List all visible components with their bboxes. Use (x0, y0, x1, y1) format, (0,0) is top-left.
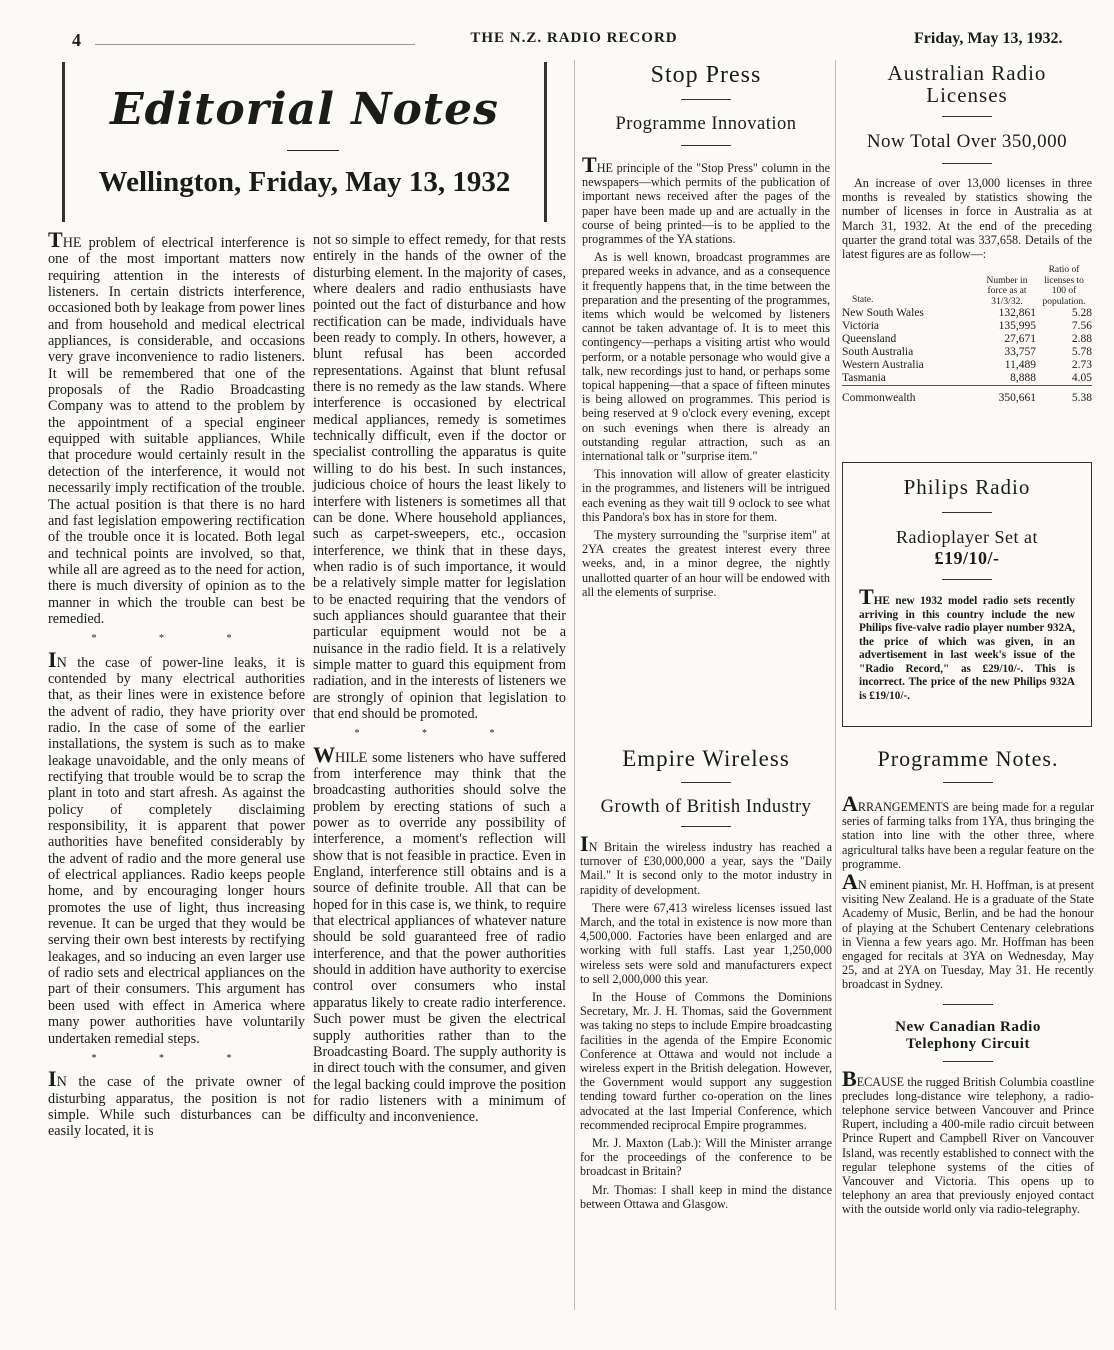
editorial-paragraph: IN the case of the private owner of disturbing apparatus, the position is not simple. While such disturbances can be easily located, it is (48, 1066, 305, 1140)
empire-wireless-title: Empire Wireless (622, 746, 790, 771)
number-cell: 8,888 (1010, 372, 1036, 385)
ratio-cell: 7.56 (1071, 320, 1092, 333)
empire-wireless-body (580, 831, 832, 1211)
subtitle-rule (942, 163, 992, 164)
total-ratio: 5.38 (1071, 392, 1092, 405)
ratio-cell: 2.73 (1071, 359, 1092, 372)
australian-title-line-2: Licenses (926, 83, 1008, 107)
programme-notes-section (842, 746, 1094, 1221)
australian-paragraph: An increase of over 13,000 licenses in three months is revealed by statistics showing the number of licenses in force in Australia as at March 31, 1932. At the end of the preceding quarter the grand total was 337,658. Details of the latest figures are as follow—: (842, 176, 1092, 262)
state-cell: South Australia (842, 346, 914, 359)
state-cell: Queensland (842, 333, 897, 346)
state-cell: New South Wales (842, 307, 924, 320)
editorial-paragraph: IN the case of power-line leaks, it is contended by many electrical authorities that, as their lines were in existence before the advent of radio, they have priority over radio. In the case of some of the earlier installations, the system is such as to make leakage unavoidable, and the only means of rectifying that trouble would be to scrap the plant in toto and start afresh. As against the policy of completely disclaiming responsibility, it is apparent that power authorities have benefited considerably by the advent of radio and the more general use of electrical appliances. Radio keeps people home, and by encouraging longer hours promotes the use of light, thus increasing revenue. It can be urged that they would be serving their own best interests by rectifying leakages, and so inducing an even larger use of radio sets and electrical appliances on the part of their consumers. This argument has been used with effect in America where many power authorities have voluntarily undertaken remedial steps. (48, 646, 305, 1047)
empire-wireless-section (580, 746, 832, 1215)
empire-wireless-paragraph: In the House of Commons the Dominions Secretary, Mr. J. H. Thomas, said the Government was taking no steps to include Empire broadcasting facilities in the agenda of the Empire Economic Conference at Ottawa and would not include a wireless expert in the British delegation. However, the Government would support any suggestion tending toward further co-operation on the lines advocated at the last Imperial Conference, which recommended reciprocal Empire programmes. (580, 990, 832, 1132)
col-ratio-header: Ratio of licenses to 100 of population. (1042, 265, 1086, 307)
editorial-dateline: Wellington, Friday, May 13, 1932 (98, 166, 511, 198)
canadian-title-line-2: Telephony Circuit (906, 1035, 1030, 1052)
stop-press-section (582, 62, 830, 603)
title-rule (943, 782, 993, 783)
ratio-cell: 5.28 (1071, 307, 1092, 320)
col-state-header: State. (852, 295, 874, 306)
table-row (842, 359, 1092, 372)
programme-notes-body (842, 791, 1094, 992)
empire-wireless-paragraph: IN Britain the wireless industry has reached a turnover of £30,000,000 a year, says the "Daily Mail." It is second only to the motor industry in rapidity of development. (580, 831, 832, 897)
stop-press-paragraph: THE principle of the "Stop Press" column in the newspapers—which permits of the publication of important news received after the pages of the paper have been made up and are actually in the course of being printed—is to be applied to the programmes of the YA stations. (582, 152, 830, 247)
editorial-title: Editorial Notes (110, 84, 499, 135)
issue-date: Friday, May 13, 1932. (914, 30, 1063, 47)
number-cell: 132,861 (998, 307, 1036, 320)
title-rule (681, 99, 731, 100)
publication-title: THE N.Z. RADIO RECORD (470, 30, 678, 46)
table-row (842, 333, 1092, 346)
canadian-title-line-1: New Canadian Radio (895, 1018, 1041, 1035)
title-rule (942, 512, 992, 513)
australian-licenses-section (842, 62, 1092, 405)
section-rule (943, 1004, 993, 1005)
subtitle-rule (681, 145, 731, 146)
state-cell: Tasmania (842, 372, 886, 385)
editorial-paragraph: WHILE some listeners who have suffered from interference may think that the broadcasting authorities should solve the problem by erecting stations of such a power as to override any possibility of interference, a moment's reflection will show that is not feasible in practice. Even in England, interference still obtains and is a source of definite trouble. All that can be hoped for in this case is, we think, to require that electrical appliances of whatever nature should be sold guaranteed free of radio interference, and that the power authorities should in addition have authority to exercise control over consumers who instal apparatus likely to create radio interference. Such power must be given the electrical supply authorities rather than to the Broadcasting Board. The supply authority is in direct touch with the consumer, and given the legal backing could improve the position for radio listeners with a minimum of difficulty and inconvenience. (313, 741, 566, 1126)
canadian-paragraph: BECAUSE the rugged British Columbia coastline precludes long-distance wire telephony, a radio-telephone service between Vancouver and Prince Rupert, including a 400-mile radio circuit between Prince Rupert and Campbell River on Vancouver Island, was recently established to connect with the regular telephone systems of the cities of Vancouver and Victoria. This opens up to telephony an area that previously enjoyed contact with the outside world only via radio-telegraphy. (842, 1065, 1094, 1217)
licenses-table (842, 265, 1092, 405)
canadian-body (842, 1065, 1094, 1217)
stop-press-title: Stop Press (650, 62, 762, 88)
programme-notes-paragraph: ARRANGEMENTS are being made for a regular series of farming talks from 1YA, thus bringing the station into line with the other three, where agricultural talks have been a regular feature on the programme. (842, 791, 1094, 871)
state-cell: Victoria (842, 320, 879, 333)
subtitle-rule (943, 1061, 993, 1062)
australian-title-line-1: Australian Radio (887, 61, 1047, 85)
programme-notes-title: Programme Notes. (877, 746, 1059, 771)
editorial-column-1 (48, 227, 305, 1144)
philips-notice-box (842, 462, 1092, 727)
philips-body (859, 584, 1075, 703)
table-row (842, 372, 1092, 386)
ratio-cell: 4.05 (1071, 372, 1092, 385)
header-rule-left (95, 44, 415, 45)
empire-wireless-paragraph: Mr. J. Maxton (Lab.): Will the Minister arrange for the proceedings of the conference to be broadcast in Britain? (580, 1136, 832, 1179)
table-row (842, 346, 1092, 359)
stop-press-paragraph: This innovation will allow of greater elasticity in the programmes, and listeners will be intrigued each evening as they wait till 9 oclock to see what this Pandora's box has in store for them. (582, 467, 830, 524)
title-rule (681, 782, 731, 783)
title-rule (942, 116, 992, 117)
number-cell: 33,757 (1004, 346, 1036, 359)
australian-body (842, 176, 1092, 261)
philips-price: £19/10/- (934, 548, 1000, 568)
col-number-header: Number in force as at 31/3/32. (986, 275, 1028, 307)
ratio-cell: 2.88 (1071, 333, 1092, 346)
masthead-rule (287, 150, 339, 151)
stop-press-paragraph: As is well known, broadcast programmes are prepared weeks in advance, and as a consequence it frequently happens that, in the time between the preparation and the presenting of the programmes, items which would be welcomed by listeners cannot be taken advantage of. It is to meet this contingency—perhaps a visiting artist who would perform, or a notable personage who would give a talk, new recordings just to hand, or perhaps some topical happening—that a space of fifteen minutes is being allowed on programmes. This period is being reserved at 9 o'clock every evening, except on such evenings when there is already an outstanding regular attraction, such as an international talk or "surprise item." (582, 250, 830, 464)
state-cell: Western Australia (842, 359, 924, 372)
philips-subtitle-line-1: Radioplayer Set at (896, 527, 1038, 547)
number-cell: 27,671 (1004, 333, 1036, 346)
empire-wireless-paragraph: Mr. Thomas: I shall keep in mind the distance between Ottawa and Glasgow. (580, 1182, 832, 1211)
total-number: 350,661 (998, 392, 1036, 405)
licenses-table-header (842, 265, 1092, 307)
ratio-cell: 5.78 (1071, 346, 1092, 359)
editorial-masthead (62, 62, 547, 222)
programme-notes-paragraph: AN eminent pianist, Mr. H. Hoffman, is at present visiting New Zealand. He is a graduate of the State Academy of Music, Berlin, and be had the honour of playing at the Schubert Centenary celebrations in Vienna a few years ago. Mr. Hoffman has been engaged for recitals at 3YA on Wednesday, May 25, and at 2YA on Tuesday, May 31. He recently broadcast in Sydney. (842, 869, 1094, 992)
empire-wireless-subtitle: Growth of British Industry (600, 797, 812, 817)
philips-title: Philips Radio (903, 475, 1031, 499)
column-divider (835, 60, 836, 1310)
subtitle-rule (681, 826, 731, 827)
editorial-paragraph: not so simple to effect remedy, for that rests entirely in the hands of the owner of the disturbing element. In the majority of cases, where dealers and radio enthusiasts have pointed out the fact of disturbance and how rectification can be made, individuals have been ready to comply. In others, however, a blunt refusal has been accorded representations. Against that blunt refusal there is no remedy as the law stands. Where interference is occasioned by electrical medical appliances, remedy is sometimes technically difficult, even if the doctor or specialist controlling the apparatus is quite willing to do his best. In such instances, judicious choice of hours the least likely to interfere with listeners is sometimes all that can be done. Where household appliances, such as carpet-sweepers, etc., occasion interference, we think that in these days, when radio is of such importance, it would be a relatively simple matter for legislation to be enacted requiring that the vendors of such appliances should guarantee that their particular equipment would not be a nuisance in the radio field. It is a relatively simple matter to guard this equipment from radiation, and in the interests of listeners we are strongly of opinion that legislation to that end should be promoted. (313, 232, 566, 722)
editorial-column-2 (313, 232, 566, 1130)
table-total-row (842, 386, 1092, 406)
section-stars: * * * (354, 728, 525, 740)
editorial-paragraph: THE problem of electrical interference is one of the most important matters now requiring attention in the interests of listeners. In certain districts interference, occasioned both by leakage from power lines and from household and medical electrical appliances, is considerable, and occasions very grave inconvenience to radio listeners. It will be remembered that one of the proposals of the Radio Broadcasting Company was to attend to the problem by the appointment of a special engineer equipped with suitable appliances. While that procedure would certainly result in the detection of the interference, it would not necessarily imply rectification of the trouble. The actual position is that there is no hard and fast legislation empowering rectification of the trouble once it is located. Both legal and technical points are involved, so that, while all are agreed as to the need for action, there is much diversity of opinion as to the manner in which the trouble can best be remedied. (48, 227, 305, 627)
number-cell: 11,489 (1004, 359, 1036, 372)
section-stars: * * * (91, 633, 262, 645)
column-divider (574, 60, 575, 1310)
stop-press-body (582, 152, 830, 599)
page-number: 4 (72, 30, 82, 50)
number-cell: 135,995 (998, 320, 1036, 333)
section-stars: * * * (91, 1052, 262, 1064)
total-label: Commonwealth (842, 392, 916, 405)
philips-paragraph: THE new 1932 model radio sets recently arriving in this country include the new Philips five-valve radio player number 932A, the price of which was given, in an advertisement in last week's issue of the "Radio Record," as £29/10/-. This is incorrect. The price of the new Philips 932A is £19/10/-. (859, 584, 1075, 702)
stop-press-paragraph: The mystery surrounding the "surprise item" at 2YA creates the greatest interest every three weeks, and, in a minor degree, the nightly unallotted quarter of an hour will be endowed with all the elements of surprise. (582, 528, 830, 599)
empire-wireless-paragraph: There were 67,413 wireless licenses issued last March, and the total in existence is now more than 4,500,000. Factories have been enlarged and are working with full staffs. Last year 1,250,000 wireless sets were sold and manufacturers expect to sell 2,000,000 this year. (580, 900, 832, 986)
table-row (842, 320, 1092, 333)
subtitle-rule (942, 579, 992, 580)
stop-press-subtitle: Programme Innovation (615, 114, 797, 134)
australian-subtitle: Now Total Over 350,000 (866, 131, 1068, 152)
table-row (842, 307, 1092, 320)
